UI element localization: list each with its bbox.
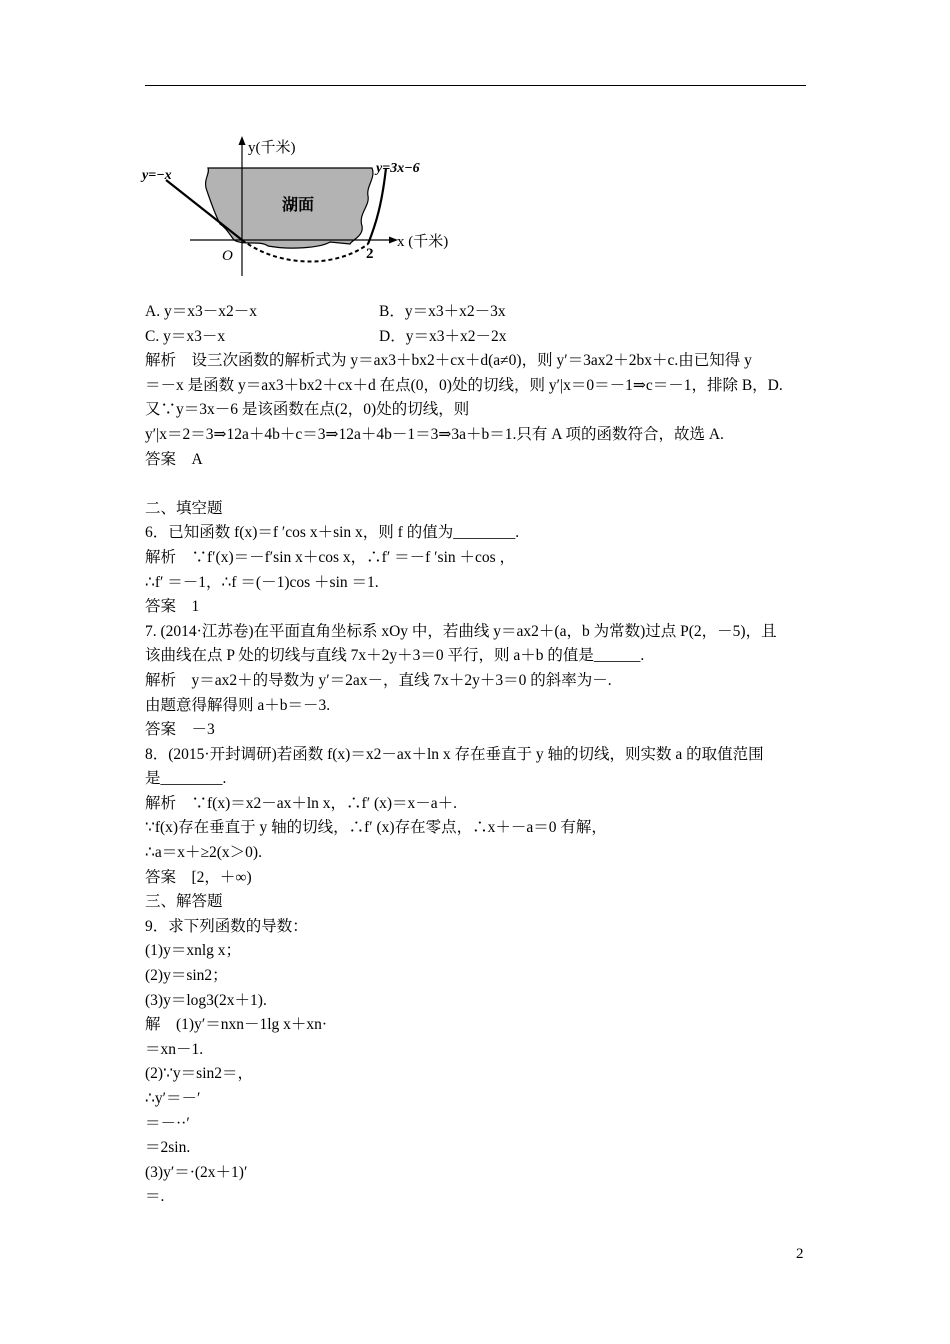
text-line: 又∵y＝3x－6 是该函数在点(2，0)处的切线，则 xyxy=(145,401,470,419)
option-a: A. y＝x3－x2－x xyxy=(145,303,257,320)
region-label: 湖面 xyxy=(282,197,315,214)
options-row-2 xyxy=(145,325,815,350)
text-line: ∵f(x)存在垂直于 y 轴的切线，∴f′ (x)存在零点，∴x＋－a＝0 有解， xyxy=(145,819,607,837)
text-line: ＝. xyxy=(145,1188,165,1206)
text-line: ＝xn－1. xyxy=(145,1040,204,1058)
text-line: 由题意得解得则 a＋b＝－3. xyxy=(145,696,331,714)
option-c: C. y＝x3－x xyxy=(145,327,226,345)
text-line: (2)∵y＝sin2＝， xyxy=(145,1065,254,1083)
text-line: 解析 设三次函数的解析式为 y＝ax3＋bx2＋cx＋d(a≠0)，则 y′＝3ax2＋2bx＋c.由已知得 y xyxy=(145,352,752,370)
line1-label: y=−x xyxy=(142,168,172,183)
y-axis-arrow xyxy=(239,136,246,145)
text-line: 是________. xyxy=(145,770,227,788)
text-line: 答案 1 xyxy=(145,598,200,616)
text-line: 6．已知函数 f(x)＝f ′cos x＋sin x，则 f 的值为________. xyxy=(145,524,520,542)
blank-line xyxy=(145,472,815,497)
text-line: 该曲线在点 P 处的切线与直线 7x＋2y＋3＝0 平行，则 a＋b 的值是______. xyxy=(145,647,645,665)
text-line: 9．求下列函数的导数： xyxy=(145,917,308,935)
line2-label: y=3x−6 xyxy=(376,161,420,176)
text-line: (2)y＝sin2； xyxy=(145,967,228,985)
x-axis-label: x (千米) xyxy=(397,234,449,250)
text-line: 三、解答题 xyxy=(145,893,223,911)
text-line: (3)y′＝·(2x＋1)′ xyxy=(145,1163,248,1181)
text-line: 解 (1)y′＝nxn－1lg x＋xn· xyxy=(145,1016,328,1034)
text-line: 二、填空题 xyxy=(145,499,223,517)
text-line: ＝－x 是函数 y＝ax3＋bx2＋cx＋d 在点(0，0)处的切线，则 y′|x＝0＝－1⇒c＝－1，排除 B，D. xyxy=(145,376,783,394)
text-body xyxy=(145,300,815,1210)
page-number: 2 xyxy=(796,1246,804,1262)
text-line: y′|x＝2＝3⇒12a＋4b＋c＝3⇒12a＋4b－1＝3⇒3a＋b＝1.只有 A 项的函数符合，故选 A. xyxy=(145,425,724,443)
text-line: (3)y＝log3(2x＋1). xyxy=(145,991,267,1009)
body-lines xyxy=(145,349,815,1210)
text-line: 7. (2014·江苏卷)在平面直角坐标系 xOy 中，若曲线 y＝ax2＋(a，b 为常数)过点 P(2，－5)，且 xyxy=(145,622,777,640)
text-line: 答案 A xyxy=(145,450,203,468)
text-line: 答案 －3 xyxy=(145,721,215,739)
text-line: 解析 ∵f(x)＝x2－ax＋ln x，∴f′ (x)＝x－a＋. xyxy=(145,794,458,812)
lake-figure xyxy=(140,128,460,278)
text-line: 8．(2015·开封调研)若函数 f(x)＝x2－ax＋ln x 存在垂直于 y 轴的切线，则实数 a 的取值范围 xyxy=(145,745,764,763)
option-d: D．y＝x3＋x2－2x xyxy=(379,327,507,345)
tick-label-2: 2 xyxy=(366,246,374,262)
text-line: ＝2sin. xyxy=(145,1139,191,1157)
text-line: ∴a＝x＋≥2(x＞0). xyxy=(145,844,262,862)
header-rule xyxy=(145,85,806,86)
text-line: 解析 ∵f′(x)＝－f′sin x＋cos x，∴f′ ＝－f ′sin ＋cos ， xyxy=(145,548,516,566)
text-line: 答案 [2，＋∞) xyxy=(145,868,252,886)
y-axis-label: y(千米) xyxy=(248,140,296,156)
text-line: 解析 y＝ax2＋的导数为 y′＝2ax－，直线 7x＋2y＋3＝0 的斜率为－. xyxy=(145,671,612,689)
text-line: ∴f′ ＝－1，∴f ＝(－1)cos ＋sin ＝1. xyxy=(145,573,379,591)
options-row-1 xyxy=(145,300,815,325)
text-line: ＝－··′ xyxy=(145,1114,190,1132)
text-line: (1)y＝xnlg x； xyxy=(145,942,242,960)
origin-label: O xyxy=(222,248,233,264)
text-line: ∴y′＝－′ xyxy=(145,1090,201,1107)
option-b: B．y＝x3＋x2－3x xyxy=(379,303,506,320)
